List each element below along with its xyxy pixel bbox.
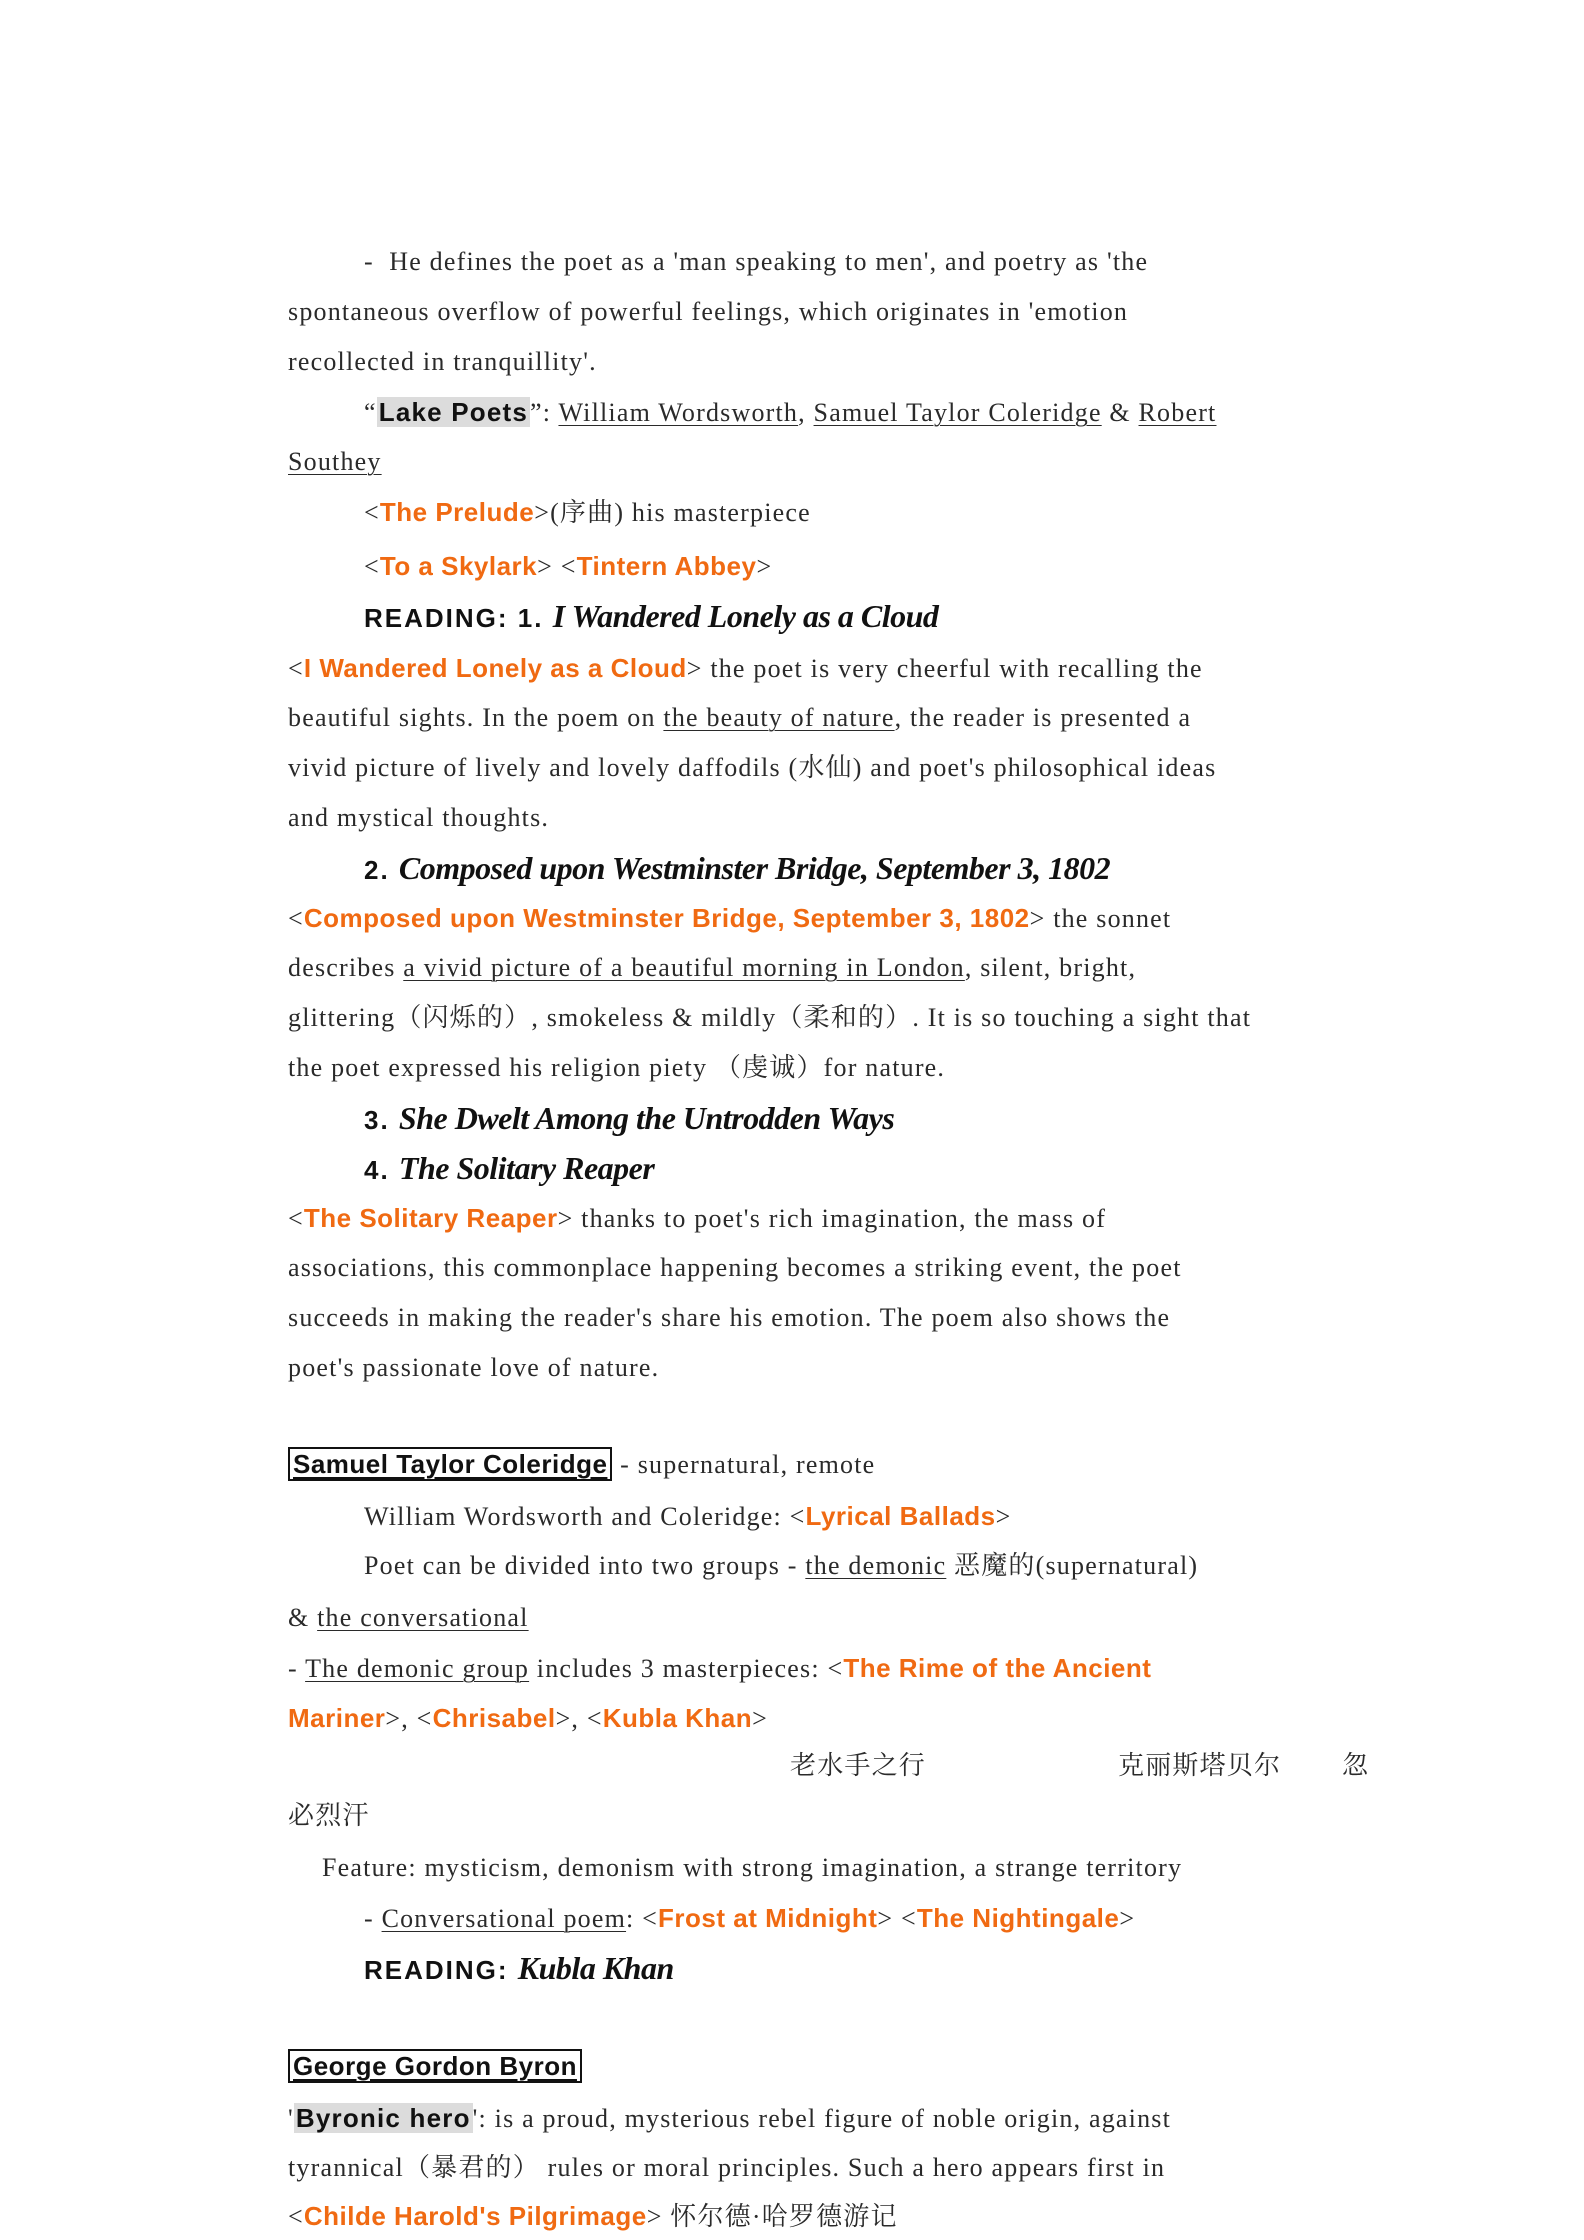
reading-label: READING:: [364, 1955, 518, 1985]
underlined-phrase: the conversational: [317, 1603, 529, 1632]
reading-label: 2.: [364, 855, 399, 885]
poem-title: She Dwelt Among the Untrodden Ways: [398, 1100, 895, 1136]
work-title: Kubla Khan: [602, 1703, 753, 1733]
text-line: glittering（闪烁的）, smokeless & mildly（柔和的）. It is so touching a sight that: [288, 1003, 1252, 1032]
work-title: Mariner: [288, 1703, 386, 1733]
underlined-phrase: the beauty of nature: [663, 703, 895, 732]
work-title: Lyrical Ballads: [805, 1501, 996, 1531]
poet-name: Robert: [1138, 398, 1217, 427]
text: William Wordsworth and Coleridge: <: [364, 1502, 806, 1531]
poet-name: William Wordsworth: [558, 398, 799, 427]
poem-title: The Solitary Reaper: [398, 1150, 655, 1186]
underlined-phrase: Conversational poem: [381, 1904, 627, 1933]
text: Poet can be divided into two groups -: [364, 1551, 806, 1580]
highlighted-term: Byronic hero: [295, 2103, 471, 2133]
work-title: Frost at Midnight: [658, 1903, 878, 1933]
text: <: [288, 654, 304, 683]
text-line: - He defines the poet as a 'man speaking to men', and poetry as 'the: [364, 247, 1149, 276]
text: <: [288, 904, 304, 933]
text: >, <: [385, 1704, 433, 1733]
poem-title: Composed upon Westminster Bridge, September 3, 1802: [398, 850, 1111, 886]
work-line: [364, 492, 811, 533]
chinese-translation: 老水手之行: [790, 1751, 927, 1780]
text-line: [288, 948, 1136, 988]
text: includes 3 masterpieces: <: [529, 1654, 844, 1683]
reading-label: 4.: [364, 1155, 399, 1185]
text: > the poet is very cheerful with recalling the: [686, 654, 1203, 683]
text-line: succeeds in making the reader's share his emotion. The poem also shows the: [288, 1303, 1171, 1332]
text: <: [364, 498, 380, 527]
underlined-phrase: the demonic: [805, 1551, 947, 1580]
text-line: [364, 1496, 1012, 1537]
boxed-author-name: Samuel Taylor Coleridge: [288, 1447, 612, 1481]
text-line: [288, 1598, 529, 1638]
text-line: [288, 2196, 898, 2237]
reading-label: 3.: [364, 1105, 399, 1135]
work-title: Tintern Abbey: [576, 551, 757, 581]
text-line: Southey: [288, 447, 382, 476]
text-line: associations, this commonplace happening becomes a striking event, the poet: [288, 1253, 1182, 1282]
text: beautiful sights. In the poem on: [288, 703, 664, 732]
work-line: [364, 546, 772, 587]
quote: “: [364, 398, 377, 427]
text: > <: [877, 1904, 917, 1933]
text-line: [288, 1698, 768, 1739]
text-line: [288, 1198, 1106, 1239]
text: , the reader is presented a: [894, 703, 1192, 732]
text: >: [756, 552, 773, 581]
text: >: [752, 1704, 769, 1733]
reading-heading: [364, 1098, 894, 1141]
text-line: poet's passionate love of nature.: [288, 1353, 660, 1382]
chinese-translation: 忽: [1342, 1751, 1370, 1780]
work-title: The Rime of the Ancient: [843, 1653, 1152, 1683]
text: -: [288, 1654, 306, 1683]
chinese-translation: 克丽斯塔贝尔: [1118, 1751, 1282, 1780]
text: >: [1119, 1904, 1136, 1933]
text: - supernatural, remote: [612, 1450, 876, 1479]
section-heading: [288, 1444, 875, 1485]
text: > <: [537, 552, 577, 581]
work-title: I Wandered Lonely as a Cloud: [303, 653, 687, 683]
text: ”:: [530, 398, 559, 427]
text: > 怀尔德·哈罗德游记: [646, 2202, 898, 2231]
text-line: [364, 1546, 1198, 1586]
text-line: [364, 1898, 1135, 1939]
text: <: [288, 1204, 304, 1233]
text-line: recollected in tranquillity'.: [288, 347, 597, 376]
work-title: To a Skylark: [379, 551, 538, 581]
lake-poets-line: [364, 392, 1216, 433]
underlined-phrase: a vivid picture of a beautiful morning in London: [403, 953, 965, 982]
poem-title: I Wandered Lonely as a Cloud: [552, 598, 939, 634]
text: >, <: [555, 1704, 603, 1733]
underlined-phrase: The demonic group: [305, 1654, 530, 1683]
text: ': [288, 2104, 294, 2133]
text-line: the poet expressed his religion piety （虔诚）for nature.: [288, 1053, 946, 1082]
text-line: [288, 1648, 1151, 1689]
reading-heading: [364, 1948, 674, 1991]
text-line: [288, 2098, 1171, 2139]
text: >(序曲) his masterpiece: [534, 498, 811, 527]
text-line: spontaneous overflow of powerful feelings, which originates in 'emotion: [288, 297, 1129, 326]
text: >: [995, 1502, 1012, 1531]
poet-name: Samuel Taylor Coleridge: [813, 398, 1102, 427]
work-title: The Prelude: [379, 497, 535, 527]
text: 恶魔的(supernatural): [946, 1551, 1199, 1580]
text: -: [364, 1904, 382, 1933]
section-heading: [288, 2046, 582, 2087]
text: > thanks to poet's rich imagination, the mass of: [557, 1204, 1107, 1233]
text-line: Feature: mysticism, demonism with strong imagination, a strange territory: [322, 1853, 1183, 1882]
text: , silent, bright,: [964, 953, 1137, 982]
text: <: [288, 2202, 304, 2231]
reading-heading: [364, 596, 938, 639]
text: &: [1101, 398, 1139, 427]
reading-heading: [364, 848, 1110, 891]
reading-label: READING: 1.: [364, 603, 553, 633]
text-line: and mystical thoughts.: [288, 803, 550, 832]
work-title: The Solitary Reaper: [303, 1203, 558, 1233]
text-line: [288, 898, 1171, 939]
text: : <: [626, 1904, 659, 1933]
reading-heading: [364, 1148, 654, 1191]
work-title: Chrisabel: [432, 1703, 556, 1733]
text-line: vivid picture of lively and lovely daffodils (水仙) and poet's philosophical ideas: [288, 753, 1217, 782]
work-title: Composed upon Westminster Bridge, September 3, 1802: [303, 903, 1030, 933]
text: > the sonnet: [1029, 904, 1172, 933]
text: ,: [798, 398, 814, 427]
text: <: [364, 552, 380, 581]
chinese-translation: 必烈汗: [288, 1801, 370, 1830]
poem-title: Kubla Khan: [517, 1950, 674, 1986]
text: describes: [288, 953, 404, 982]
highlighted-term: Lake Poets: [378, 397, 529, 427]
text-line: [288, 698, 1191, 738]
work-title: The Nightingale: [916, 1903, 1120, 1933]
text: ': is a proud, mysterious rebel figure of noble origin, against: [472, 2104, 1172, 2133]
text-line: [288, 648, 1203, 689]
work-title: Childe Harold's Pilgrimage: [303, 2201, 647, 2231]
boxed-author-name: George Gordon Byron: [288, 2049, 582, 2083]
text: &: [288, 1603, 318, 1632]
text-line: tyrannical（暴君的） rules or moral principles. Such a hero appears first in: [288, 2153, 1166, 2182]
